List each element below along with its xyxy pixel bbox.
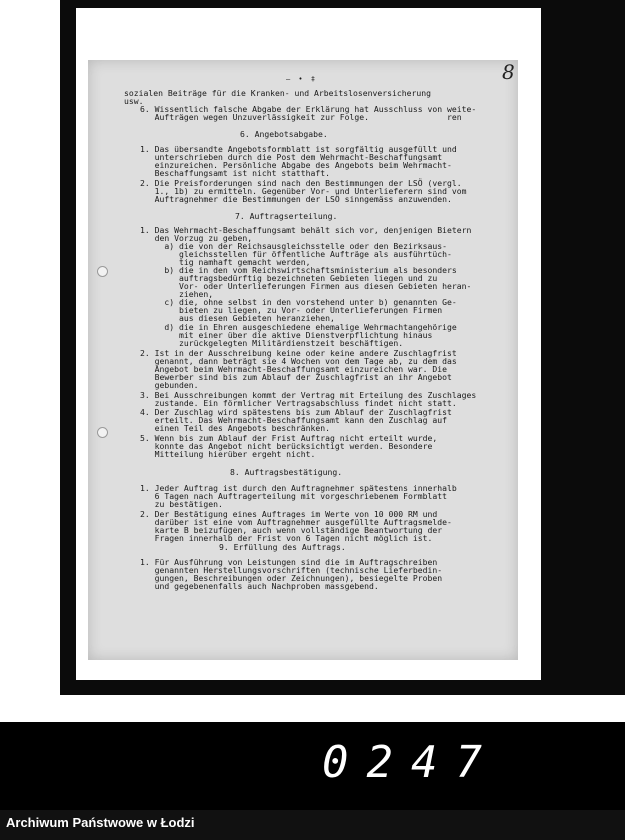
text-line: und gegebenenfalls auch Nachproben massgebend. xyxy=(140,581,379,591)
text-line: gebunden. xyxy=(140,380,199,390)
text-line: b) die in den vom Reichswirtschaftsministerium als besonders xyxy=(140,265,457,275)
text-line: Mitteilung hierüber ergeht nicht. xyxy=(140,449,316,459)
archive-name: Archiwum Państwowe w Łodzi xyxy=(6,815,195,830)
text-line: 2. Die Preisforderungen sind nach den Bestimmungen der LSÖ (vergl. xyxy=(140,178,462,188)
text-line: zurückgelegten Militärdienstzeit beschäftigen. xyxy=(140,338,404,348)
text-line: zustande. Ein förmlicher Vertragsabschluss findet nicht statt. xyxy=(140,398,457,408)
text-line: 4. Der Zuschlag wird spätestens bis zum Ablauf der Zuschlagfrist xyxy=(140,407,452,417)
text-line: genannten Herstellungsvorschriften (technische Lieferbedin- xyxy=(140,565,443,575)
text-line: Bewerber sind bis zum Ablauf der Zuschlagfrist an ihr Angebot xyxy=(140,372,452,382)
text-line: den Vorzug zu geben, xyxy=(140,233,253,243)
text-line: 3. Bei Ausschreibungen kommt der Vertrag mit Erteilung des Zuschlages xyxy=(140,390,477,400)
text-line: Aufträgen wegen Unzuverlässigkeit zur Folge. ren xyxy=(140,112,462,122)
text-line: zu bestätigen. xyxy=(140,499,223,509)
text-line: 2. Der Bestätigung eines Auftrages im Werte von 10 000 RM und xyxy=(140,509,438,519)
text-line: usw. xyxy=(124,96,144,106)
text-line: mit einer über die aktive Dienstverpflichtung hinaus xyxy=(140,330,433,340)
text-line: c) die, ohne selbst in den vorstehend unter b) genannten Ge- xyxy=(140,297,457,307)
frame-border-right xyxy=(541,0,625,695)
text-line: einen Teil des Angebots beschränken. xyxy=(140,423,331,433)
text-line: sozialen Beiträge für die Kranken- und Arbeitslosenversicherung xyxy=(124,88,431,98)
text-line: 2. Ist in der Ausschreibung keine oder keine andere Zuschlagfrist xyxy=(140,348,457,358)
text-line: gleichsstellen für öffentliche Aufträge als ausführtüch- xyxy=(140,249,452,259)
top-marks: — • ‡ xyxy=(286,75,318,83)
text-line: einzureichen. Persönliche Abgabe des Angebots beim Wehrmacht- xyxy=(140,160,452,170)
section-heading-8: 8. Auftragsbestätigung. xyxy=(230,467,343,477)
text-line: Auftragnehmer die Bestimmungen der LSÖ sinngemäss anzuwenden. xyxy=(140,194,452,204)
text-line: aus diesen Gebieten heranziehen, xyxy=(140,313,335,323)
text-line: unterschrieben durch die Post dem Wehrmacht-Beschaffungsamt xyxy=(140,152,443,162)
section-heading-9: 9. Erfüllung des Auftrags. xyxy=(219,542,346,552)
text-line: 6. Wissentlich falsche Abgabe der Erklärung hat Ausschluss von weite- xyxy=(140,104,477,114)
text-line: 1. Für Ausführung von Leistungen sind die im Auftragschreiben xyxy=(140,557,438,567)
text-line: erteilt. Das Wehrmacht-Beschaffungsamt kann den Zuschlag auf xyxy=(140,415,447,425)
frame-border-left xyxy=(60,0,76,695)
text-line: 1. Das Wehrmacht-Beschaffungsamt behält sich vor, denjenigen Bietern xyxy=(140,225,472,235)
text-line: 1. Jeder Auftrag ist durch den Auftragnehmer spätestens innerhalb xyxy=(140,483,457,493)
document-text xyxy=(88,60,518,660)
text-line: 1. Das übersandte Angebotsformblatt ist sorgfältig ausgefüllt und xyxy=(140,144,457,154)
text-line: 6 Tagen nach Auftragerteilung mit vorgeschriebenem Formblatt xyxy=(140,491,447,501)
section-heading-7: 7. Auftragserteilung. xyxy=(235,211,338,221)
text-line: Fragen innerhalb der Frist von 6 Tagen nicht möglich ist. xyxy=(140,533,433,543)
text-line: karte B beizufügen, auch wenn vollständige Beantwortung der xyxy=(140,525,443,535)
page-number: 8 xyxy=(502,60,515,84)
text-line: d) die in Ehren ausgeschiedene ehemalige Wehrmachtangehörige xyxy=(140,322,457,332)
text-line: darüber ist eine vom Auftragnehmer ausgefüllte Auftragsmelde- xyxy=(140,517,452,527)
frame-counter: 0247 xyxy=(322,737,500,788)
section-heading-6: 6. Angebotsabgabe. xyxy=(240,129,328,139)
text-line: gungen, Beschreibungen oder Zeichnungen), besiegelte Proben xyxy=(140,573,443,583)
text-line: 5. Wenn bis zum Ablauf der Frist Auftrag nicht erteilt wurde, xyxy=(140,433,438,443)
text-line: Beschaffungsamt ist nicht statthaft. xyxy=(140,168,331,178)
text-line: auftragsbedürftig bezeichneten Gebieten liegen und zu xyxy=(140,273,438,283)
text-line: Angebot beim Wehrmacht-Beschaffungsamt einzureichen war. Die xyxy=(140,364,447,374)
text-line: 1., 1b) zu ermitteln. Gegenüber Vor- und Unterlieferern sind vom xyxy=(140,186,467,196)
text-line: Vor- oder Unterlieferungen Firmen aus diesen Gebieten heran- xyxy=(140,281,472,291)
text-line: bieten zu liegen, zu Vor- oder Unterlieferungen Firmen xyxy=(140,305,443,315)
text-line: genannt, dann beträgt sie 4 Wochen von dem Tage ab, zu dem das xyxy=(140,356,457,366)
frame-border-top-right xyxy=(60,0,625,8)
text-line: a) die von der Reichsausgleichsstelle oder den Bezirksaus- xyxy=(140,241,447,251)
text-line: tig namhaft gemacht werden, xyxy=(140,257,311,267)
text-line: konnte das Angebot nicht berücksichtigt werden. Besondere xyxy=(140,441,433,451)
text-line: ziehen, xyxy=(140,289,214,299)
